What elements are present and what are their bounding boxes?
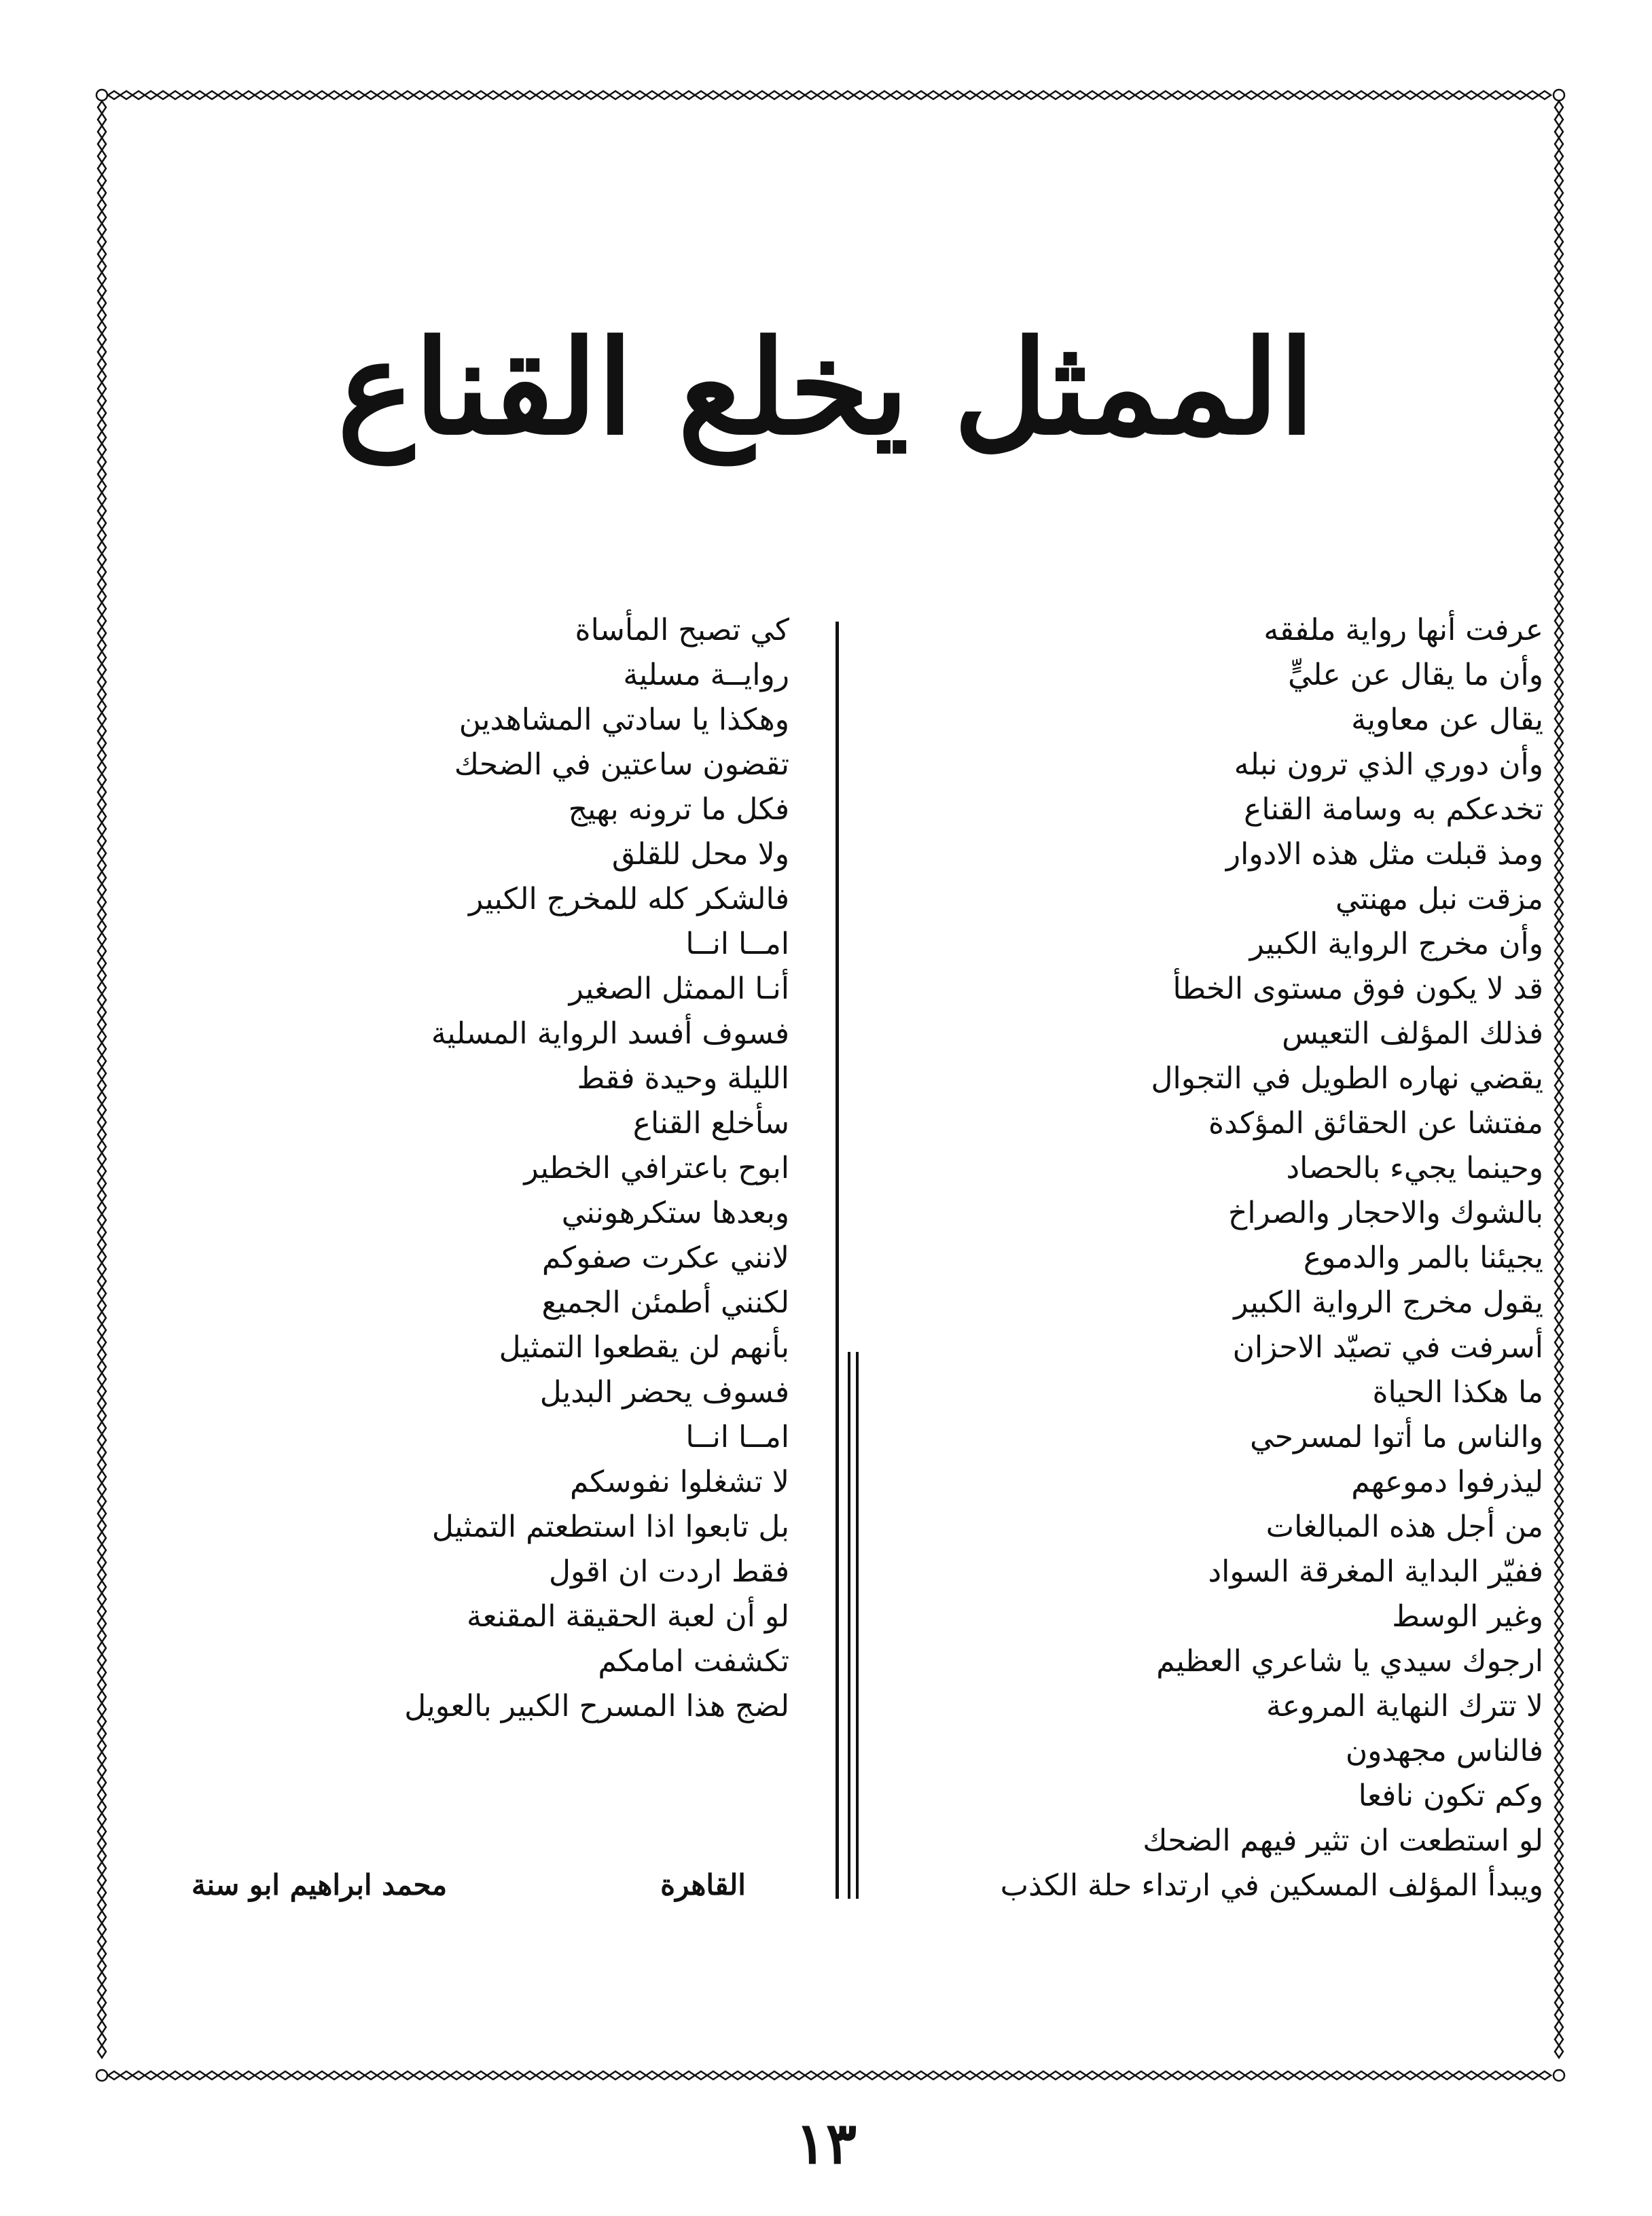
poem-line: لا تشغلوا نفوسكم [570,1465,789,1499]
poem-line: يقضي نهاره الطويل في التجوال [1151,1061,1543,1096]
poem-line: ابوح باعترافي الخطير [524,1151,789,1185]
poem-line: وأن مخرج الرواية الكبير [1249,927,1543,961]
poem-line: ليذرفوا دموعهم [1351,1465,1543,1499]
poem-line: بأنهم لن يقطعوا التمثيل [499,1330,789,1365]
poem-line: والناس ما أتوا لمسرحي [1250,1420,1543,1454]
poem-line: تخدعكم به وسامة القناع [1244,792,1543,827]
poem-line: وهكذا يا سادتي المشاهدين [459,702,789,737]
poem-line: فالناس مجهدون [1345,1734,1543,1768]
poem-line: ما هكذا الحياة [1372,1375,1543,1410]
signature-city: القاهرة [660,1868,746,1901]
poem-line: تكشفت امامكم [598,1644,789,1679]
poem-line: لانني عكرت صفوكم [541,1240,789,1275]
poem-line: روايــة مسلية [623,658,789,692]
poem-line: لكنني أطمئن الجميع [541,1285,789,1320]
column-divider [836,622,839,1899]
column-divider-extra-line [856,1352,859,1899]
poem-line: لو أن لعبة الحقيقة المقنعة [467,1599,789,1634]
poem-line: بالشوك والاحجار والصراخ [1227,1196,1543,1230]
poem-line: وغير الوسط [1392,1599,1543,1634]
poem-line: الليلة وحيدة فقط [577,1061,789,1096]
poem-line: من أجل هذه المبالغات [1265,1509,1543,1544]
poem-line: قد لا يكون فوق مستوى الخطأ [1172,971,1543,1006]
poem-line: عرفت أنها رواية ملفقه [1263,613,1543,647]
poem-column-right [905,608,1543,1908]
poem-line: فكل ما ترونه بهيج [568,792,789,827]
poem-line: أسرفت في تصيّد الاحزان [1232,1330,1543,1365]
poem-title: الممثل يخلع القناع [337,311,1315,463]
signature-author: محمد ابراهيم ابو سنة [191,1868,448,1901]
poem-line: فالشكر كله للمخرج الكبير [469,882,789,916]
poem-line: يقول مخرج الرواية الكبير [1234,1285,1543,1320]
poem-line: كي تصبح المأساة [575,613,789,647]
poem-line: لا تترك النهاية المروعة [1266,1689,1543,1723]
poem-line: وحينما يجيء بالحصاد [1286,1151,1543,1185]
page-number: ١٣ [795,2109,857,2177]
poem-line: فسوف أفسد الرواية المسلية [431,1016,789,1051]
poem-line: مزقت نبل مهنتي [1335,882,1543,916]
poem-line: تقضون ساعتين في الضحك [454,747,789,782]
poem-line: امــا انــا [685,1420,789,1454]
poem-line: ويبدأ المؤلف المسكين في ارتداء حلة الكذب [1000,1868,1543,1903]
poem-line: بل تابعوا اذا استطعتم التمثيل [431,1509,789,1544]
poem-line: مفتشا عن الحقائق المؤكدة [1208,1106,1543,1141]
poem-line: فذلك المؤلف التعيس [1282,1016,1543,1051]
poem-line: يجيئنا بالمر والدموع [1303,1240,1543,1275]
column-divider-extra-line [848,1352,850,1899]
poem-line: أنـا الممثل الصغير [569,971,789,1006]
poem-line: فسوف يحضر البديل [539,1375,789,1410]
poem-line: لضج هذا المسرح الكبير بالعويل [404,1689,789,1723]
poem-line: فقط اردت ان اقول [549,1554,789,1589]
poem-line: ارجوك سيدي يا شاعري العظيم [1156,1644,1543,1679]
poem-line: وكم تكون نافعا [1358,1779,1543,1813]
poem-line: ففيّر البداية المغرقة السواد [1208,1554,1543,1589]
poem-line: وأن ما يقال عن عليٍّ [1288,658,1543,692]
poem-line: وأن دوري الذي ترون نبله [1234,747,1543,782]
poem-column-left [178,608,789,1729]
poem-line: سأخلع القناع [632,1106,789,1141]
poem-line: امــا انــا [685,927,789,961]
poem-line: وبعدها ستكرهونني [561,1196,789,1230]
poem-line: يقال عن معاوية [1351,702,1543,737]
poem-line: ولا محل للقلق [611,837,789,872]
poem-line: لو استطعت ان تثير فيهم الضحك [1143,1823,1543,1858]
poem-line: ومذ قبلت مثل هذه الادوار [1225,837,1543,872]
